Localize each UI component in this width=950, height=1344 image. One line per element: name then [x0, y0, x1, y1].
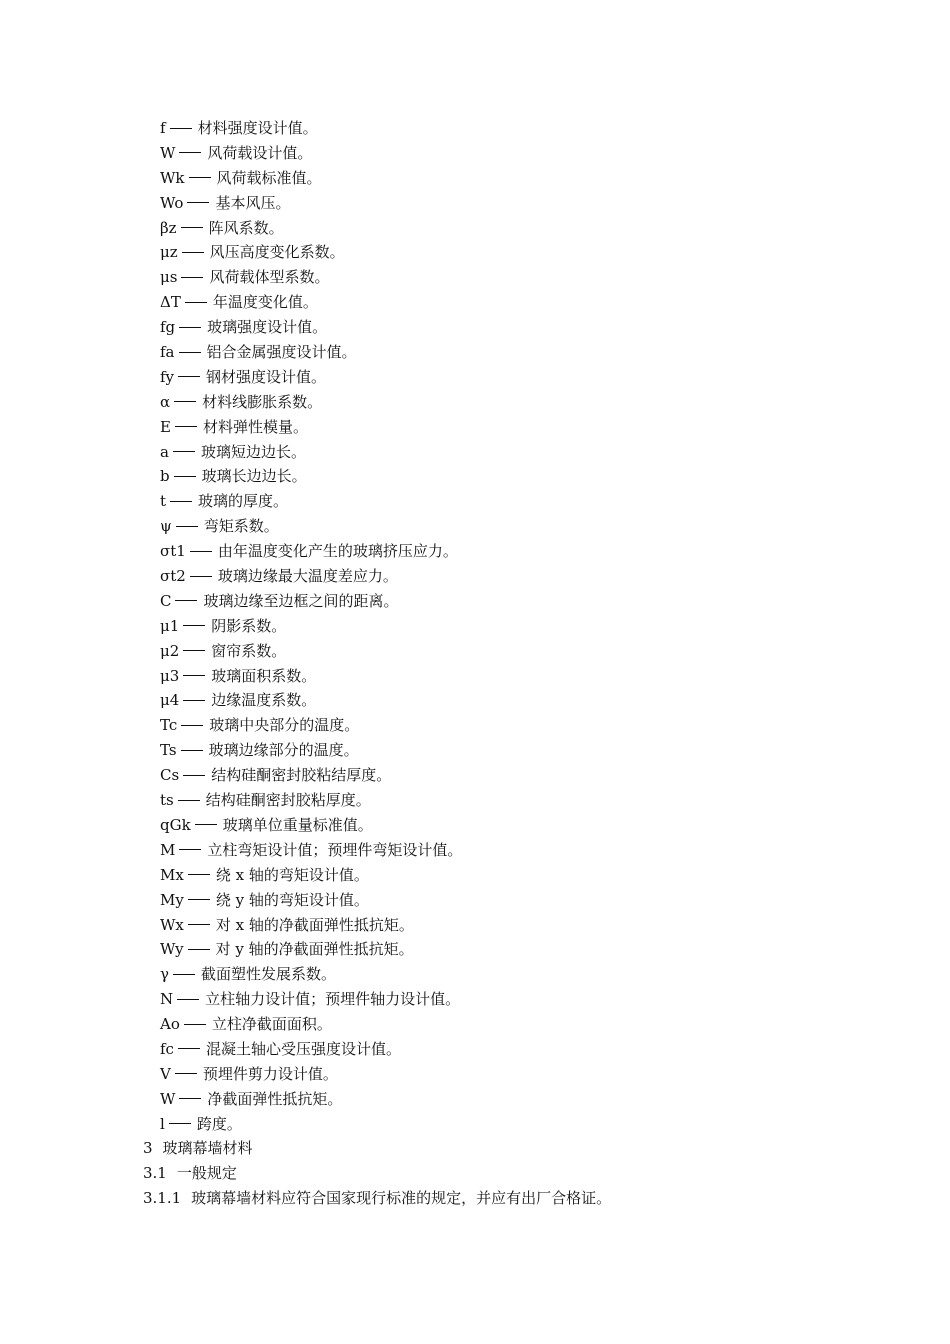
symbol-description: 立柱弯矩设计值；预埋件弯矩设计值。 [207, 840, 463, 859]
symbol-name: M [160, 840, 176, 859]
dash-separator [183, 675, 205, 676]
symbol-name: a [160, 442, 169, 461]
dash-separator [179, 327, 201, 328]
dash-separator [179, 849, 201, 850]
symbol-description: 结构硅酮密封胶粘结厚度。 [211, 766, 392, 785]
symbol-row [160, 166, 462, 191]
symbol-name: μ1 [160, 616, 180, 635]
dash-separator [183, 625, 205, 626]
dash-separator [178, 1048, 200, 1049]
symbol-row [160, 365, 462, 390]
symbol-name: α [160, 392, 171, 411]
symbol-description: 对 y 轴的净截面弹性抵抗矩。 [215, 940, 414, 959]
symbol-name: μ3 [160, 666, 180, 685]
symbol-name: l [160, 1114, 165, 1133]
symbol-row [160, 489, 462, 514]
symbol-name: fy [160, 367, 175, 386]
symbol-description: 玻璃边缘部分的温度。 [208, 741, 359, 760]
symbol-description: 玻璃边缘最大温度差应力。 [217, 567, 398, 586]
symbol-row [160, 838, 462, 863]
symbol-name: t [160, 492, 167, 511]
dash-separator [175, 426, 197, 427]
dash-separator [176, 526, 198, 527]
symbol-name: Wk [160, 168, 185, 187]
symbol-row [160, 265, 462, 290]
symbol-description: 年温度变化值。 [212, 293, 318, 312]
symbol-name: E [160, 417, 171, 436]
section-headings [143, 1136, 611, 1211]
symbol-row [160, 614, 462, 639]
symbol-row [160, 1037, 462, 1062]
dash-separator [178, 800, 200, 801]
symbol-description: 边缘温度系数。 [211, 691, 317, 710]
section-number: 3.1.1 [143, 1188, 182, 1207]
dash-separator [195, 824, 217, 825]
symbol-name: W [160, 1089, 176, 1108]
symbol-row [160, 937, 462, 962]
symbol-name: Wy [160, 940, 184, 959]
dash-separator [169, 1123, 191, 1124]
symbol-row [160, 1062, 462, 1087]
symbol-description: 窗帘系数。 [211, 641, 287, 660]
dash-separator [189, 177, 211, 178]
symbol-row [160, 713, 462, 738]
dash-separator [181, 750, 203, 751]
symbol-description: 绕 x 轴的弯矩设计值。 [215, 865, 369, 884]
section-text: 玻璃幕墙材料 [162, 1139, 253, 1157]
symbol-row [160, 340, 462, 365]
symbol-row [160, 464, 462, 489]
symbol-row [160, 688, 462, 713]
section-text: 玻璃幕墙材料应符合国家现行标准的规定，并应有出厂合格证。 [191, 1188, 612, 1207]
symbol-name: ΔT [160, 293, 181, 312]
symbol-row [160, 589, 462, 614]
symbol-name: Ao [160, 1015, 180, 1034]
dash-separator [177, 999, 199, 1000]
dash-separator [173, 974, 195, 975]
symbol-name: βz [160, 218, 177, 237]
symbol-description: 阵风系数。 [208, 218, 284, 237]
symbol-name: C [160, 591, 172, 610]
symbol-row [160, 191, 462, 216]
section-heading [143, 1161, 611, 1186]
section-text: 一般规定 [176, 1163, 237, 1182]
section-number: 3 [143, 1139, 153, 1157]
symbol-description: 钢材强度设计值。 [206, 367, 327, 386]
symbol-description: 截面塑性发展系数。 [200, 965, 336, 984]
symbol-description: 玻璃的厚度。 [198, 492, 289, 511]
dash-separator [190, 551, 212, 552]
symbol-description: 由年温度变化产生的玻璃挤压应力。 [217, 542, 458, 561]
symbol-row [160, 315, 462, 340]
symbol-name: μ4 [160, 691, 180, 710]
symbol-name: Tc [160, 716, 178, 735]
symbol-description: 风荷载标准值。 [216, 168, 322, 187]
symbol-description: 玻璃长边边长。 [201, 467, 307, 486]
symbol-row [160, 539, 462, 564]
symbol-description: 风荷载设计值。 [207, 143, 313, 162]
symbol-description: 绕 y 轴的弯矩设计值。 [215, 890, 369, 909]
symbol-name: Cs [160, 766, 180, 785]
symbol-name: ts [160, 791, 174, 810]
symbol-description: 混凝土轴心受压强度设计值。 [205, 1039, 401, 1058]
dash-separator [175, 600, 197, 601]
symbol-row [160, 962, 462, 987]
dash-separator [185, 302, 207, 303]
symbol-name: N [160, 990, 174, 1009]
symbol-row [160, 888, 462, 913]
symbol-description: 玻璃面积系数。 [211, 666, 317, 685]
symbol-name: ψ [160, 517, 172, 536]
symbol-name: μs [160, 268, 178, 287]
symbol-row [160, 664, 462, 689]
symbol-name: Ts [160, 741, 177, 760]
dash-separator [182, 252, 204, 253]
symbol-description: 阴影系数。 [211, 616, 287, 635]
section-heading [143, 1186, 611, 1211]
symbol-description: 玻璃中央部分的温度。 [209, 716, 360, 735]
section-number: 3.1 [143, 1163, 167, 1182]
section-heading [143, 1136, 611, 1161]
symbol-description: 玻璃单位重量标准值。 [222, 815, 373, 834]
dash-separator [188, 874, 210, 875]
symbol-name: Wx [160, 915, 184, 934]
symbol-row [160, 390, 462, 415]
symbol-name: W [160, 143, 176, 162]
symbol-row [160, 415, 462, 440]
dash-separator [170, 501, 192, 502]
symbol-name: σt2 [160, 567, 186, 586]
symbol-name: μ2 [160, 641, 180, 660]
dash-separator [183, 700, 205, 701]
dash-separator [183, 650, 205, 651]
dash-separator [170, 128, 192, 129]
symbol-row [160, 987, 462, 1012]
symbol-description: 材料弹性模量。 [202, 417, 308, 436]
dash-separator [179, 152, 201, 153]
symbol-row [160, 788, 462, 813]
dash-separator [173, 451, 195, 452]
symbol-name: My [160, 890, 184, 909]
symbol-name: γ [160, 965, 169, 984]
dash-separator [175, 1073, 197, 1074]
symbol-description: 玻璃强度设计值。 [207, 318, 328, 337]
symbol-row [160, 913, 462, 938]
symbol-description: 玻璃短边边长。 [200, 442, 306, 461]
symbol-name: μz [160, 243, 178, 262]
dash-separator [181, 227, 203, 228]
dash-separator [174, 401, 196, 402]
dash-separator [183, 775, 205, 776]
symbol-description: 基本风压。 [215, 193, 291, 212]
symbol-row [160, 216, 462, 241]
symbol-name: fg [160, 318, 176, 337]
symbol-name: V [160, 1064, 171, 1083]
symbol-description: 材料强度设计值。 [197, 119, 318, 137]
symbol-description: 风压高度变化系数。 [209, 243, 345, 262]
symbol-row [160, 1087, 462, 1112]
dash-separator [179, 1098, 201, 1099]
symbol-name: σt1 [160, 542, 186, 561]
dash-separator [188, 924, 210, 925]
symbol-row [160, 116, 462, 141]
symbol-name: f [160, 119, 166, 137]
dash-separator [181, 277, 203, 278]
symbol-description: 玻璃边缘至边框之间的距离。 [203, 591, 399, 610]
symbol-row [160, 514, 462, 539]
dash-separator [190, 576, 212, 577]
symbol-description: 立柱轴力设计值；预埋件轴力设计值。 [205, 990, 461, 1009]
symbol-row [160, 290, 462, 315]
symbol-name: qGk [160, 815, 191, 834]
symbol-row [160, 564, 462, 589]
dash-separator [188, 899, 210, 900]
dash-separator [184, 1024, 206, 1025]
symbol-row [160, 240, 462, 265]
symbol-description: 材料线膨胀系数。 [202, 392, 323, 411]
symbol-row [160, 813, 462, 838]
symbol-description: 铝合金属强度设计值。 [206, 343, 357, 362]
symbol-row [160, 440, 462, 465]
dash-separator [174, 476, 196, 477]
symbol-name: fc [160, 1039, 174, 1058]
symbol-name: fa [160, 343, 175, 362]
symbol-row [160, 863, 462, 888]
dash-separator [188, 949, 210, 950]
symbol-name: Mx [160, 865, 184, 884]
symbol-description: 结构硅酮密封胶粘厚度。 [205, 791, 371, 810]
dash-separator [187, 202, 209, 203]
symbol-row [160, 1112, 462, 1137]
symbol-list [160, 116, 462, 1137]
symbol-description: 预埋件剪力设计值。 [202, 1064, 338, 1083]
symbol-row [160, 738, 462, 763]
dash-separator [181, 725, 203, 726]
symbol-description: 风荷载体型系数。 [209, 268, 330, 287]
symbol-row [160, 1012, 462, 1037]
symbol-description: 对 x 轴的净截面弹性抵抗矩。 [215, 915, 414, 934]
symbol-name: Wo [160, 193, 184, 212]
dash-separator [178, 376, 200, 377]
symbol-description: 弯矩系数。 [203, 517, 279, 536]
symbol-description: 净截面弹性抵抗矩。 [207, 1089, 343, 1108]
dash-separator [179, 352, 201, 353]
symbol-description: 立柱净截面面积。 [211, 1015, 332, 1034]
symbol-row [160, 141, 462, 166]
symbol-name: b [160, 467, 170, 486]
symbol-row [160, 639, 462, 664]
symbol-row [160, 763, 462, 788]
symbol-description: 跨度。 [196, 1114, 242, 1133]
